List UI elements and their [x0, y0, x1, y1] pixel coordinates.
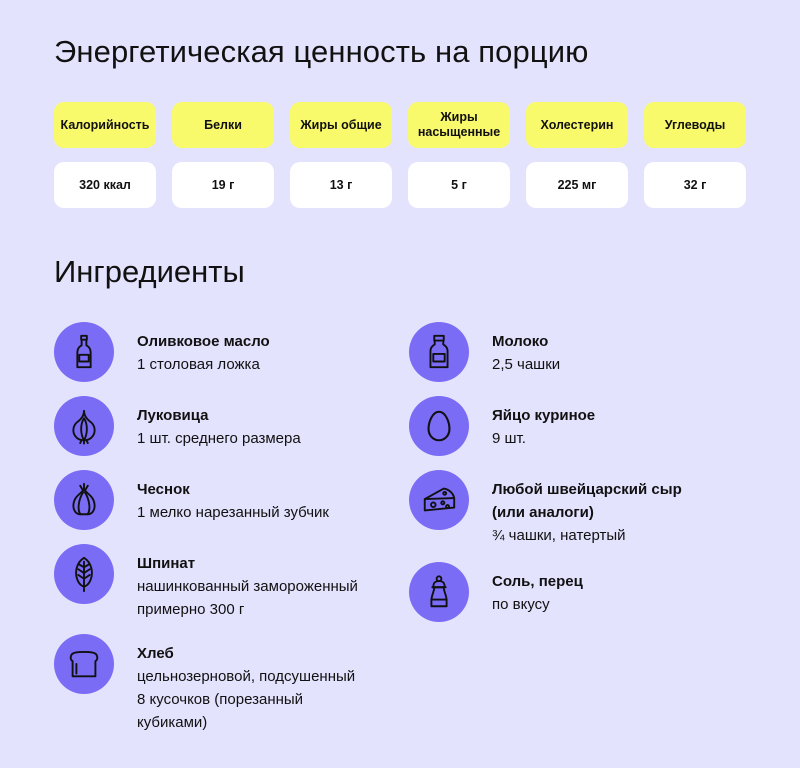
- ingredient-name: Луковица: [137, 407, 209, 424]
- nutrition-value-total-fat: 13 г: [290, 162, 392, 208]
- ingredient-quantity: по вкусу: [492, 596, 550, 613]
- ingredient-name: Яйцо куриное: [492, 407, 596, 424]
- bread-icon: [54, 634, 114, 694]
- ingredient-quantity: цельнозерновой, подсушенный 8 кусочков (порезанный кубиками): [137, 668, 356, 731]
- ingredient-garlic: [54, 470, 417, 530]
- nutrition-labels-row: [54, 102, 746, 148]
- ingredient-quantity: 1 шт. среднего размера: [137, 430, 301, 447]
- garlic-icon: [54, 470, 114, 530]
- page-title: Энергетическая ценность на порцию: [54, 34, 589, 69]
- ingredient-quantity: 2,5 чашки: [492, 356, 561, 373]
- ingredient-salt-pepper: [409, 562, 772, 622]
- nutrition-value-carbs: 32 г: [644, 162, 746, 208]
- cheese-icon: [409, 470, 469, 530]
- ingredient-spinach: [54, 544, 417, 621]
- ingredient-name: Соль, перец: [492, 573, 583, 590]
- nutrition-value-saturated-fat: 5 г: [408, 162, 510, 208]
- ingredient-olive-oil: [54, 322, 417, 382]
- salt-shaker-icon: [409, 562, 469, 622]
- ingredient-milk: [409, 322, 772, 382]
- onion-icon: [54, 396, 114, 456]
- egg-icon: [409, 396, 469, 456]
- ingredient-egg: [409, 396, 772, 456]
- ingredient-quantity: 1 мелко нарезанный зубчик: [137, 504, 329, 521]
- ingredient-cheese: [409, 470, 772, 547]
- nutrition-values-row: [54, 162, 746, 208]
- nutrition-value-protein: 19 г: [172, 162, 274, 208]
- nutrition-label-total-fat: Жиры общие: [290, 102, 392, 148]
- spinach-leaf-icon: [54, 544, 114, 604]
- nutrition-label-protein: Белки: [172, 102, 274, 148]
- ingredient-bread: [54, 634, 417, 734]
- ingredient-name: Чеснок: [137, 481, 190, 498]
- ingredient-onion: [54, 396, 417, 456]
- nutrition-label-cholesterol: Холестерин: [526, 102, 628, 148]
- ingredients-title: Ингредиенты: [54, 254, 245, 289]
- nutrition-label-calories: Калорийность: [54, 102, 156, 148]
- ingredient-name: Оливковое масло: [137, 333, 270, 350]
- ingredient-name: Хлеб: [137, 645, 174, 662]
- ingredient-quantity: нашинкованный замороженный примерно 300 г: [137, 578, 358, 618]
- oil-bottle-icon: [54, 322, 114, 382]
- ingredient-name: Молоко: [492, 333, 549, 350]
- ingredient-name: Любой швейцарский сыр (или аналоги): [492, 481, 682, 521]
- milk-bottle-icon: [409, 322, 469, 382]
- nutrition-label-carbs: Углеводы: [644, 102, 746, 148]
- nutrition-label-saturated-fat: Жиры насыщенные: [408, 102, 510, 148]
- ingredient-quantity: 1 столовая ложка: [137, 356, 260, 373]
- ingredient-quantity: 9 шт.: [492, 430, 526, 447]
- ingredient-name: Шпинат: [137, 555, 196, 572]
- nutrition-value-calories: 320 ккал: [54, 162, 156, 208]
- ingredient-quantity: ¾ чашки, натертый: [492, 527, 626, 544]
- nutrition-value-cholesterol: 225 мг: [526, 162, 628, 208]
